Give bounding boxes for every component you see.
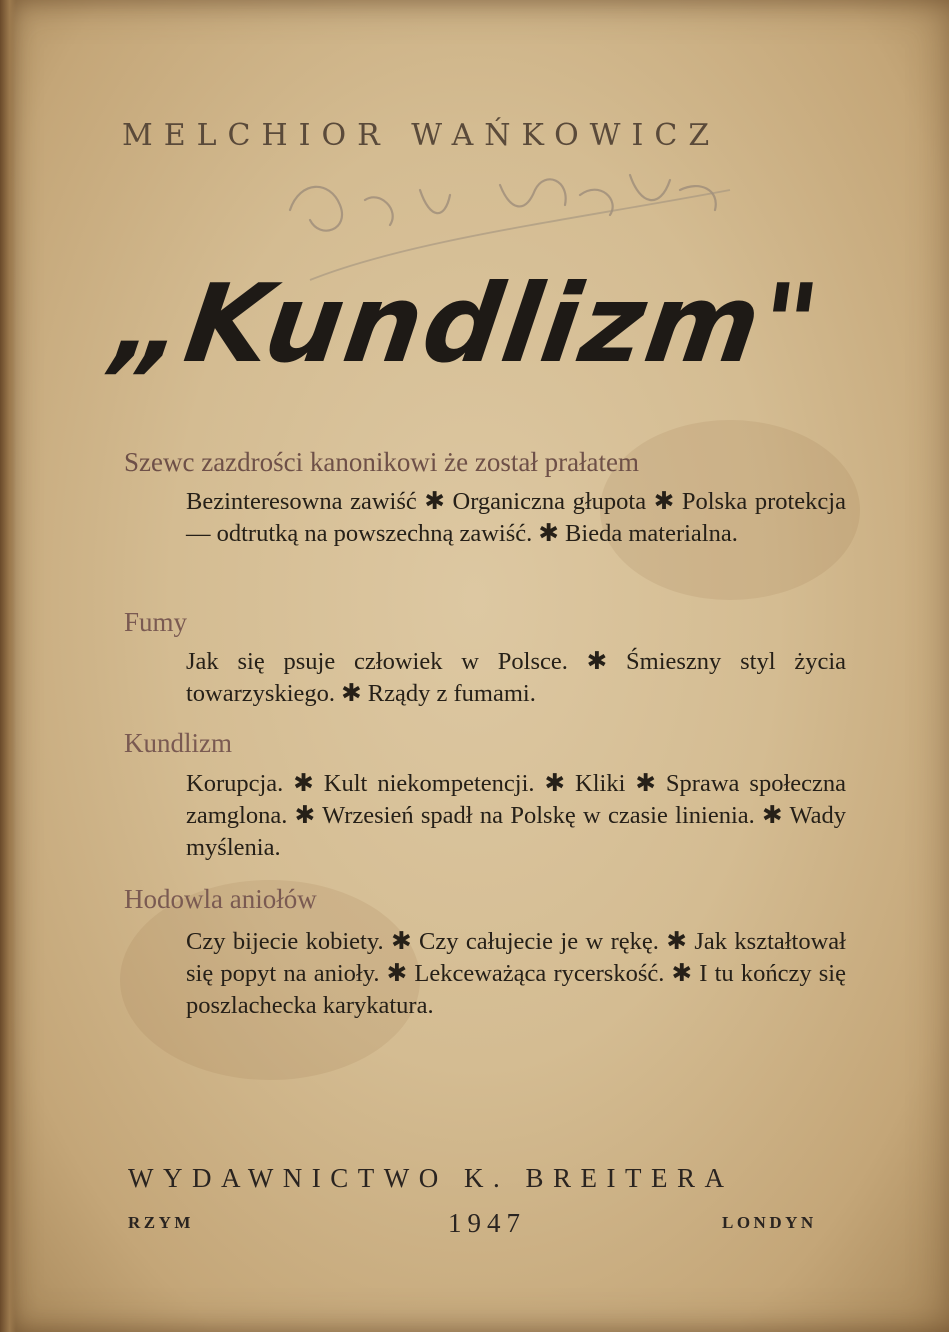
city-right: LONDYN [722, 1213, 817, 1232]
section-body-4: Czy bijecie kobiety. ✱ Czy całujecie je w rękę. ✱ Jak kształtował się popyt na anioły. ✱ Lekceważąca rycerskość. ✱ I tu kończy się poszlachecka karykatura. [186, 928, 846, 1019]
city-left: RZYM [128, 1213, 194, 1232]
section-heading-1: Szewc zazdrości kanonikowi że został prałatem [124, 447, 640, 477]
section-heading-2: Fumy [124, 607, 188, 637]
spine-edge [0, 0, 16, 1332]
publisher-name: WYDAWNICTWO K. BREITERA [128, 1163, 734, 1193]
publication-year: 1947 [448, 1208, 526, 1238]
section-body-1: Bezinteresowna zawiść ✱ Organiczna głupota ✱ Polska protekcja — odtrutką na powszechną zawiść. ✱ Bieda materialna. [186, 488, 846, 547]
section-body-3: Korupcja. ✱ Kult niekompetencji. ✱ Kliki ✱ Sprawa społeczna zamglona. ✱ Wrzesień spadł na Polskę w czasie linienia. ✱ Wady myślenia. [186, 770, 846, 861]
section-heading-3: Kundlizm [124, 728, 232, 758]
book-title: „Kundlizm" [106, 262, 828, 387]
author-name: MELCHIOR WAŃKOWICZ [122, 118, 721, 153]
section-heading-4: Hodowla aniołów [124, 884, 317, 914]
section-body-2: Jak się psuje człowiek w Polsce. ✱ Śmieszny styl życia towarzyskiego. ✱ Rządy z fumami. [186, 648, 846, 707]
